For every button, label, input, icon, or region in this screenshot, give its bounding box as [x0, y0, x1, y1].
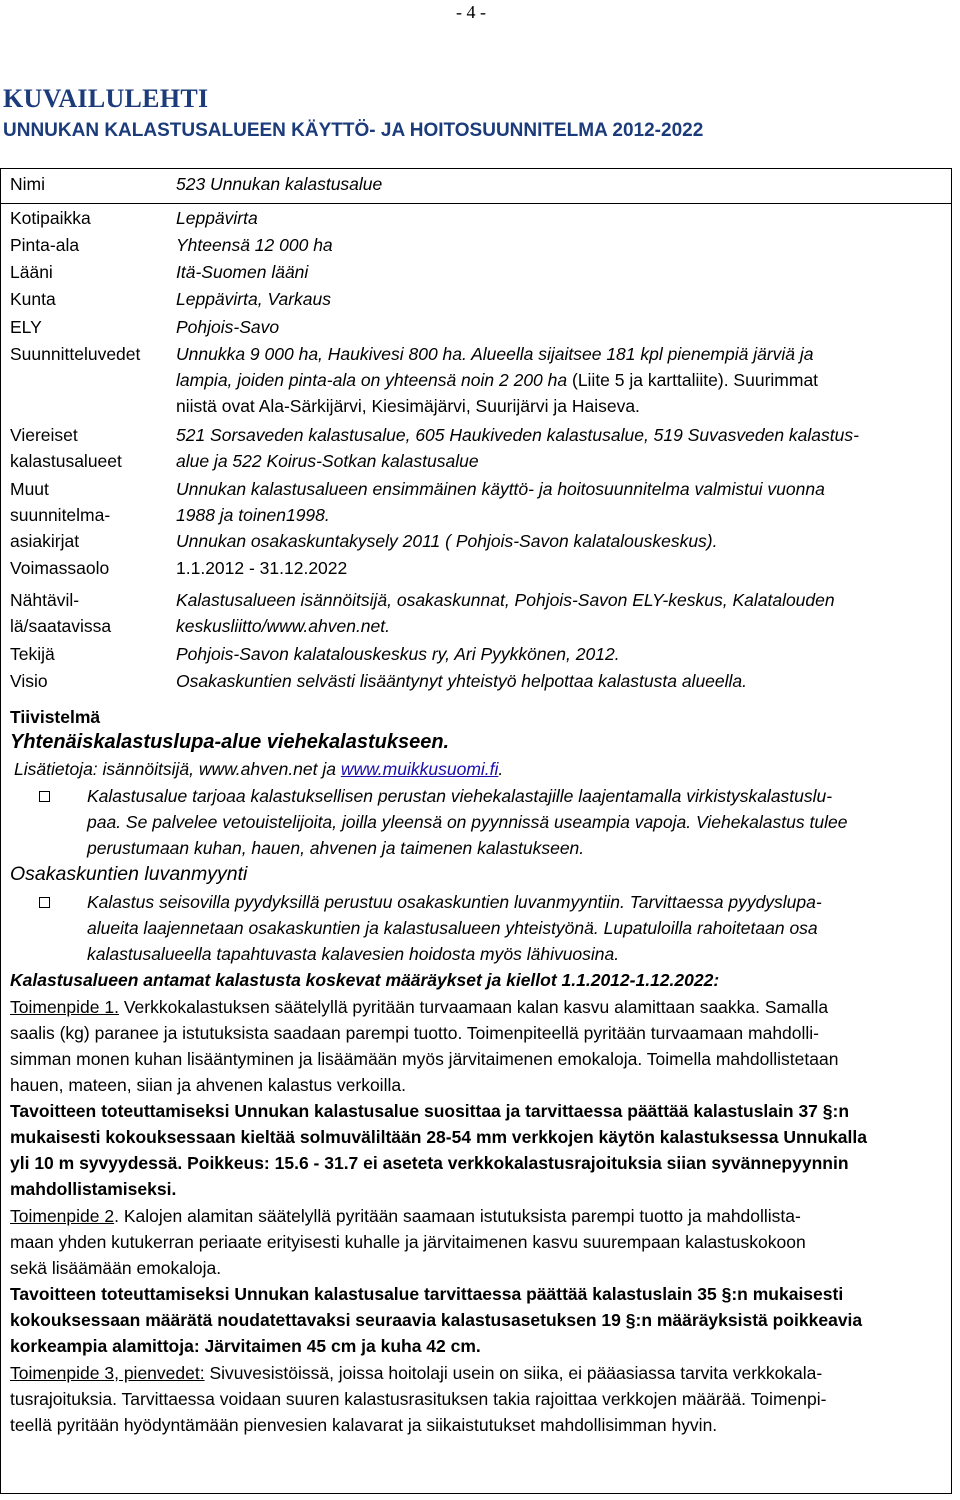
toimenpide-2-label: Toimenpide 2 — [10, 1206, 115, 1226]
nahtavilla-label-2: lä/saatavissa — [10, 616, 112, 636]
pintaala-value: Yhteensä 12 000 ha — [176, 235, 333, 255]
muikkusuomi-link[interactable]: www.muikkusuomi.fi — [340, 759, 499, 779]
laani-label: Lääni — [10, 262, 53, 282]
table-divider — [1, 203, 951, 204]
toimenpide-3-line-2: tusrajoituksia. Tarvittaessa voidaan suuren kalastusrasituksen takia rajoittaa verkkojen määrää. Toimenpi- — [10, 1389, 827, 1409]
toimenpide-2-line-2: maan yhden kutukerran periaate erityisesti kuhalle ja järvitaimenen kasvu suurempaan kalastuskokoon — [10, 1232, 806, 1252]
bullet-1-line-2: paa. Se palvelee vetouistelijoita, joilla yleensä on pyynnissä useampia vapoja. Viehekalastus tulee — [87, 812, 848, 832]
muut-label-1: Muut — [10, 479, 49, 499]
toimenpide-1-bold-1: Tavoitteen toteuttamiseksi Unnukan kalastusalue suosittaa ja tarvittaessa päättää kalastuslain 37 §:n — [10, 1101, 850, 1121]
toimenpide-1-line-2: saalis (kg) paranee ja istutuksista saadaan parempi tuotto. Toimenpiteellä pyritään turvaamaan mahdolli- — [10, 1023, 820, 1043]
info-prefix: Lisätietoja: isännöitsijä, www.ahven.net ja — [14, 759, 341, 779]
page-number: - 4 - — [456, 2, 486, 22]
checkbox-bullet-icon — [39, 791, 53, 805]
voimassaolo-value: 1.1.2012 - 31.12.2022 — [176, 558, 348, 578]
suunnitteluvedet-line-3: niistä ovat Ala-Särkijärvi, Kiesimäjärvi, Suurijärvi ja Haiseva. — [176, 396, 640, 416]
toimenpide-2-line-1: . Kalojen alamitan säätelyllä pyritään saamaan istutuksista parempi tuotto ja mahdollista- — [114, 1206, 801, 1226]
toimenpide-1-label: Toimenpide 1. — [10, 997, 119, 1017]
toimenpide-2 — [10, 1203, 945, 1359]
bullet-2-line-1: Kalastus seisovilla pyydyksillä perustuu osakaskuntien luvanmyyntiin. Tarvittaessa pyydyslupa- — [87, 892, 822, 912]
bullet-1-text — [87, 783, 937, 861]
bullet-2-line-2: alueita laajennetaan osakaskuntien ja kalastusalueen yhteistyönä. Lupatuloilla rahoitetaan osa — [87, 918, 818, 938]
pintaala-label: Pinta-ala — [10, 235, 80, 255]
toimenpide-2-bold-1: Tavoitteen toteuttamiseksi Unnukan kalastusalue tarvittaessa päättää kalastuslain 35 §:n mukaisesti — [10, 1284, 844, 1304]
nahtavilla-line-1: Kalastusalueen isännöitsijä, osakaskunnat, Pohjois-Savon ELY-keskus, Kalatalouden — [176, 590, 835, 610]
viereiset-label-1: Viereiset — [10, 425, 78, 445]
toimenpide-1-bold-2: mukaisesti kokouksessaan kieltää solmuväliltään 28-54 mm verkkojen käytön kalastuksessa Unnukalla — [10, 1127, 867, 1147]
suunnitteluvedet-line-2-normal: (Liite 5 ja karttaliite). Suurimmat — [567, 370, 819, 390]
toimenpide-2-bold-3: korkeampia alamittoja: Järvitaimen 45 cm ja kuha 42 cm. — [10, 1336, 481, 1356]
viereiset-label-2: kalastusalueet — [10, 451, 122, 471]
document-title: KUVAILULEHTI — [3, 84, 209, 113]
muut-label-2: suunnitelma- — [10, 505, 111, 525]
nimi-label: Nimi — [10, 174, 45, 194]
ely-label: ELY — [10, 317, 42, 337]
toimenpide-3-label: Toimenpide 3, pienvedet: — [10, 1363, 205, 1383]
suunnitteluvedet-line-2 — [176, 367, 818, 394]
visio-value: Osakaskuntien selvästi lisääntynyt yhteistyö helpottaa kalastusta alueella. — [176, 671, 748, 691]
kunta-value: Leppävirta, Varkaus — [176, 289, 331, 309]
muut-line-2: 1988 ja toinen1998. — [176, 505, 330, 525]
toimenpide-1-bold-4: mahdollistamiseksi. — [10, 1179, 177, 1199]
nahtavilla-label-1: Nähtävil- — [10, 590, 80, 610]
nimi-value: 523 Unnukan kalastusalue — [176, 174, 383, 194]
toimenpide-1-bold-3: yli 10 m syvyydessä. Poikkeus: 15.6 - 31.7 ei aseteta verkkokalastusrajoituksia siian syvännepyynnin — [10, 1153, 849, 1173]
osakaskuntien-heading: Osakaskuntien luvanmyynti — [10, 863, 248, 885]
muut-line-1: Unnukan kalastusalueen ensimmäinen käyttö- ja hoitosuunnitelma valmistui vuonna — [176, 479, 825, 499]
suunnitteluvedet-line-1: Unnukka 9 000 ha, Haukivesi 800 ha. Alueella sijaitsee 181 kpl pienempiä järviä ja — [176, 344, 814, 364]
viereiset-line-1: 521 Sorsaveden kalastusalue, 605 Haukiveden kalastusalue, 519 Suvasveden kalastus- — [176, 425, 859, 445]
viereiset-line-2: alue ja 522 Koirus-Sotkan kalastusalue — [176, 451, 479, 471]
bullet-2-text — [87, 889, 937, 967]
bullet-1-line-3: perustumaan kuhan, hauen, ahvenen ja taimenen kalastukseen. — [87, 838, 585, 858]
nahtavilla-line-2: keskusliitto/www.ahven.net. — [176, 616, 390, 636]
muut-label-3: asiakirjat — [10, 531, 80, 551]
kotipaikka-label: Kotipaikka — [10, 208, 91, 228]
toimenpide-1-line-4: hauen, mateen, siian ja ahvenen kalastus verkoilla. — [10, 1075, 406, 1095]
description-box — [0, 168, 952, 1494]
maaraykset-heading: Kalastusalueen antamat kalastusta koskevat määräykset ja kiellot 1.1.2012-1.12.2022: — [10, 970, 720, 990]
ely-value: Pohjois-Savo — [176, 317, 280, 337]
toimenpide-1-line-1: Verkkokalastuksen säätelyllä pyritään turvaamaan kalan kasvu alamittaan saakka. Samalla — [118, 997, 829, 1017]
kotipaikka-value: Leppävirta — [176, 208, 258, 228]
voimassaolo-label: Voimassaolo — [10, 558, 110, 578]
toimenpide-1-line-3: simman monen kuhan lisääntyminen ja lisäämään myös järvitaimenen emokaloja. Toimella mahdollistetaan — [10, 1049, 839, 1069]
bullet-2-line-3: kalastusalueella tapahtuvasta kalavesien hoidosta myös lähivuosina. — [87, 944, 620, 964]
suunnitteluvedet-line-2-italic: lampia, joiden pinta-ala on yhteensä noin 2 200 ha — [176, 370, 568, 390]
bullet-1-line-1: Kalastusalue tarjoaa kalastuksellisen perustan viehekalastajille laajentamalla virkistyskalastuslu- — [87, 786, 833, 806]
tiivistelma-subheading: Yhtenäiskalastuslupa-alue viehekalastukseen. — [10, 731, 450, 753]
toimenpide-3 — [10, 1360, 945, 1438]
toimenpide-1 — [10, 994, 945, 1202]
laani-value: Itä-Suomen lääni — [176, 262, 309, 282]
tekija-value: Pohjois-Savon kalatalouskeskus ry, Ari Pyykkönen, 2012. — [176, 644, 620, 664]
tiivistelma-heading: Tiivistelmä — [10, 707, 101, 727]
info-line — [14, 756, 503, 783]
suunnitteluvedet-label: Suunnitteluvedet — [10, 344, 141, 364]
toimenpide-2-bold-2: kokouksessaan määrätä noudatettavaksi seuraavia kalastusasetuksen 19 §:n määräyksistä poikkeavia — [10, 1310, 863, 1330]
muut-line-3: Unnukan osakaskuntakysely 2011 ( Pohjois-Savon kalatalouskeskus). — [176, 531, 718, 551]
tekija-label: Tekijä — [10, 644, 55, 664]
info-suffix: . — [498, 759, 504, 779]
kunta-label: Kunta — [10, 289, 56, 309]
document-subtitle: UNNUKAN KALASTUSALUEEN KÄYTTÖ- JA HOITOSUUNNITELMA 2012-2022 — [3, 120, 704, 141]
visio-label: Visio — [10, 671, 48, 691]
toimenpide-2-line-3: sekä lisäämään emokaloja. — [10, 1258, 222, 1278]
toimenpide-3-line-1: Sivuvesistöissä, joissa hoitolaji usein on siika, ei pääasiassa tarvita verkkokala- — [204, 1363, 823, 1383]
checkbox-bullet-icon — [39, 897, 53, 911]
toimenpide-3-line-3: teellä pyritään hyödyntämään pienvesien kalavarat ja siikaistutukset mahdollisimman hyvin. — [10, 1415, 718, 1435]
